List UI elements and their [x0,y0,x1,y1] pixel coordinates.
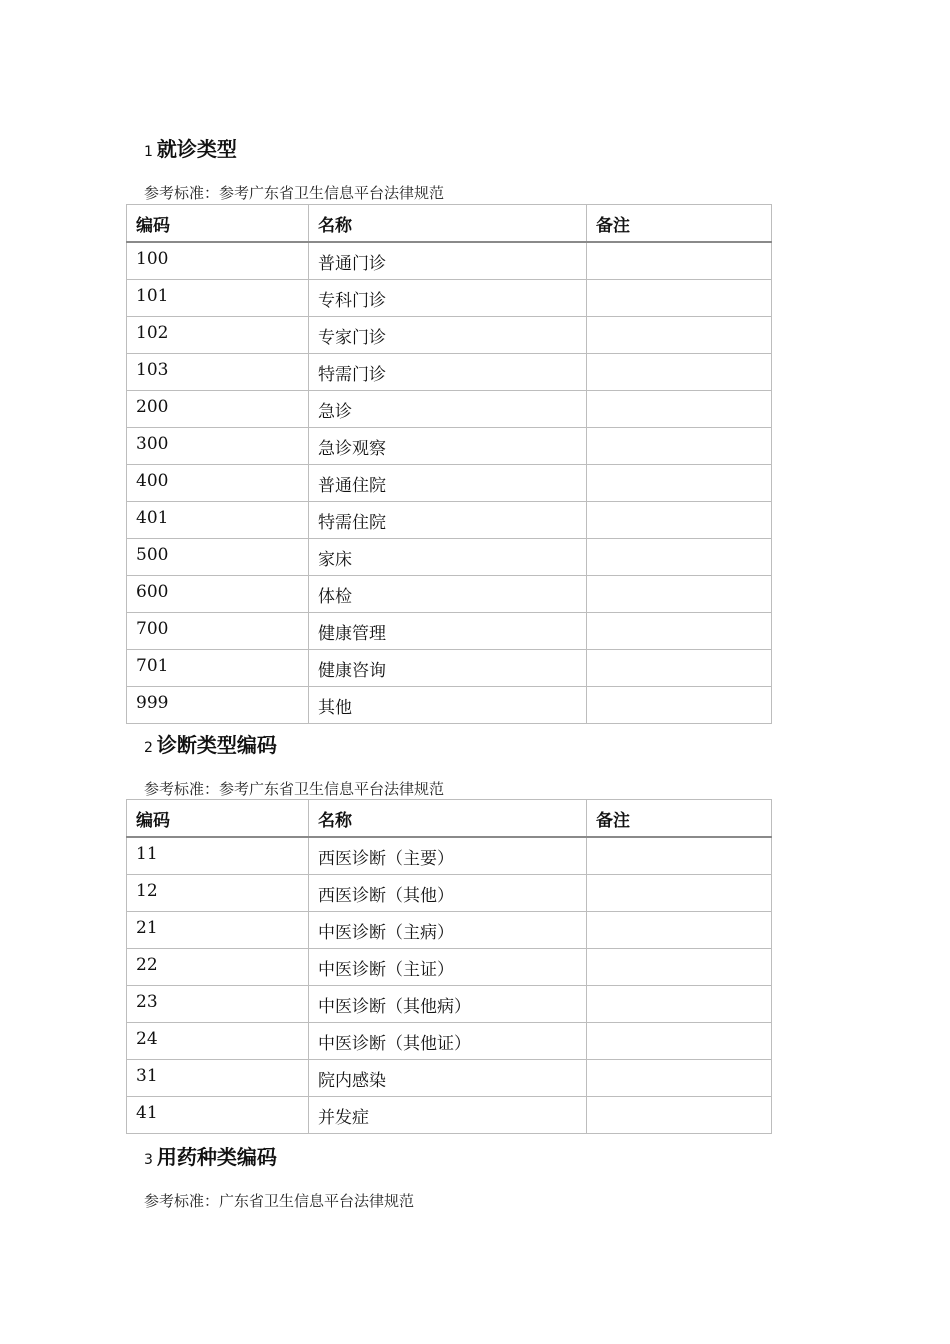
cell-code: 401 [127,502,309,539]
header-code: 编码 [127,800,309,838]
table-row [127,650,772,687]
cell-code: 11 [127,837,309,875]
cell-remark [587,539,772,576]
cell-code: 101 [127,280,309,317]
cell-name: 并发症 [309,1097,587,1134]
section-number: 3 [144,1152,153,1168]
cell-remark [587,317,772,354]
cell-remark [587,949,772,986]
section-3-reference: 参考标准：广东省卫生信息平台法律规范 [144,1192,415,1210]
section-2-reference: 参考标准：参考广东省卫生信息平台法律规范 [144,780,445,798]
section-2-heading [144,729,277,758]
cell-name: 特需门诊 [309,354,587,391]
cell-remark [587,875,772,912]
cell-remark [587,613,772,650]
cell-name: 健康咨询 [309,650,587,687]
table-header-row [127,205,772,243]
cell-remark [587,1097,772,1134]
header-name: 名称 [309,800,587,838]
cell-code: 41 [127,1097,309,1134]
cell-remark [587,465,772,502]
cell-remark [587,986,772,1023]
section-1-reference: 参考标准：参考广东省卫生信息平台法律规范 [144,184,445,202]
cell-code: 12 [127,875,309,912]
cell-code: 23 [127,986,309,1023]
section-title: 就诊类型 [156,137,237,161]
cell-code: 600 [127,576,309,613]
table-row [127,986,772,1023]
cell-code: 701 [127,650,309,687]
cell-name: 中医诊断（其他证） [309,1023,587,1060]
section-title: 用药种类编码 [156,1145,277,1169]
cell-name: 普通住院 [309,465,587,502]
cell-name: 中医诊断（主证） [309,949,587,986]
cell-name: 院内感染 [309,1060,587,1097]
cell-name: 中医诊断（主病） [309,912,587,949]
cell-remark [587,428,772,465]
cell-name: 急诊 [309,391,587,428]
cell-remark [587,912,772,949]
header-remark: 备注 [587,800,772,838]
cell-code: 700 [127,613,309,650]
cell-name: 家床 [309,539,587,576]
cell-code: 200 [127,391,309,428]
cell-name: 西医诊断（主要） [309,837,587,875]
cell-code: 103 [127,354,309,391]
section-number: 2 [144,740,153,756]
header-code: 编码 [127,205,309,243]
table-row [127,280,772,317]
table-row [127,687,772,724]
section-title: 诊断类型编码 [156,733,277,757]
cell-name: 急诊观察 [309,428,587,465]
section-number: 1 [144,144,153,160]
cell-name: 专科门诊 [309,280,587,317]
cell-remark [587,576,772,613]
cell-code: 100 [127,242,309,280]
cell-remark [587,687,772,724]
cell-name: 健康管理 [309,613,587,650]
table-row [127,1023,772,1060]
cell-remark [587,280,772,317]
table-row [127,837,772,875]
table-row [127,317,772,354]
cell-code: 102 [127,317,309,354]
cell-code: 24 [127,1023,309,1060]
cell-remark [587,242,772,280]
table-header-row [127,800,772,838]
cell-name: 专家门诊 [309,317,587,354]
header-remark: 备注 [587,205,772,243]
cell-code: 300 [127,428,309,465]
cell-remark [587,837,772,875]
table-row [127,875,772,912]
table-row [127,502,772,539]
table-row [127,912,772,949]
cell-code: 500 [127,539,309,576]
table-row [127,428,772,465]
cell-name: 西医诊断（其他） [309,875,587,912]
cell-remark [587,1060,772,1097]
section-3-heading [144,1141,277,1170]
cell-name: 其他 [309,687,587,724]
table-row [127,242,772,280]
cell-remark [587,502,772,539]
cell-code: 400 [127,465,309,502]
cell-name: 中医诊断（其他病） [309,986,587,1023]
cell-name: 特需住院 [309,502,587,539]
table-row [127,576,772,613]
cell-code: 999 [127,687,309,724]
table-row [127,465,772,502]
table-row [127,354,772,391]
header-name: 名称 [309,205,587,243]
cell-remark [587,391,772,428]
cell-remark [587,354,772,391]
table-row [127,1097,772,1134]
cell-code: 22 [127,949,309,986]
cell-code: 21 [127,912,309,949]
encounter-type-table [126,204,772,724]
cell-remark [587,1023,772,1060]
section-1-heading [144,133,237,162]
table-row [127,1060,772,1097]
cell-remark [587,650,772,687]
table-row [127,613,772,650]
cell-name: 普通门诊 [309,242,587,280]
table-row [127,949,772,986]
table-row [127,539,772,576]
cell-name: 体检 [309,576,587,613]
diagnosis-type-table [126,799,772,1134]
cell-code: 31 [127,1060,309,1097]
table-row [127,391,772,428]
